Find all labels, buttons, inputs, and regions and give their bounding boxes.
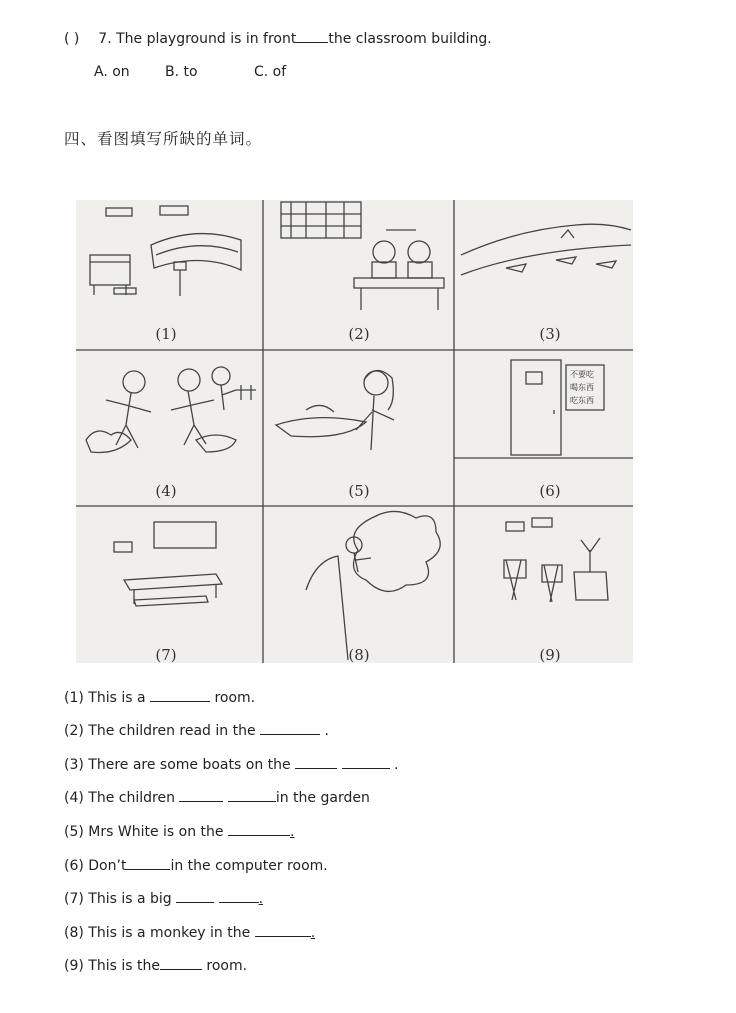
- exercise-6: (6) Don’t in the computer room.: [64, 858, 328, 874]
- exercise-7-blank-2[interactable]: [219, 889, 259, 903]
- option-a: A. on: [94, 64, 130, 80]
- exercise-6-blank[interactable]: [126, 856, 170, 870]
- exercise-4: (4) The children in the garden: [64, 790, 370, 806]
- exercise-3-blank-2[interactable]: [342, 755, 390, 769]
- option-b: B. to: [165, 64, 198, 80]
- monkey-tree-drawing: [306, 511, 440, 660]
- exercise-3: (3) There are some boats on the .: [64, 757, 399, 773]
- exercise-2-blank[interactable]: [260, 721, 320, 735]
- sign-line-1: 不要吃: [570, 370, 594, 379]
- picture-label-9: (9): [539, 646, 561, 663]
- exercise-5-blank[interactable]: [228, 822, 290, 836]
- music-room-drawing: [90, 206, 241, 296]
- picture-grid-drawings: [76, 200, 633, 663]
- exercise-9-blank[interactable]: [160, 956, 202, 970]
- picture-label-1: (1): [155, 325, 177, 343]
- answer-paren: ( ): [64, 31, 80, 47]
- picture-label-8: (8): [348, 646, 370, 663]
- exercise-3-blank-1[interactable]: [295, 755, 337, 769]
- exercise-2: (2) The children read in the .: [64, 723, 329, 739]
- exercise-8: (8) This is a monkey in the .: [64, 925, 316, 941]
- section-four-heading: 四、看图填写所缺的单词。: [64, 130, 263, 148]
- sign-line-2: 喝东西: [570, 383, 594, 392]
- picture-label-7: (7): [155, 646, 177, 663]
- garden-children-drawing: [86, 367, 256, 453]
- exercise-5: (5) Mrs White is on the .: [64, 824, 295, 840]
- exercise-9: (9) This is the room.: [64, 958, 248, 974]
- door-drawing: [454, 360, 633, 458]
- teacher-drawing: [276, 370, 394, 450]
- picture-label-3: (3): [539, 325, 561, 343]
- exercise-1: (1) This is a room.: [64, 690, 256, 706]
- question-7-blank[interactable]: [296, 29, 328, 43]
- exercise-1-blank[interactable]: [150, 688, 210, 702]
- exercise-4-blank-1[interactable]: [179, 788, 223, 802]
- lake-drawing: [461, 224, 631, 275]
- option-c: C. of: [254, 64, 287, 80]
- art-room-drawing: [504, 518, 608, 602]
- picture-label-5: (5): [348, 482, 370, 500]
- picture-label-4: (4): [155, 482, 177, 500]
- exercise-7-blank-1[interactable]: [176, 889, 214, 903]
- question-7-text-before: 7. The playground is in front: [98, 31, 297, 47]
- exercise-8-blank[interactable]: [255, 923, 311, 937]
- picture-grid: [76, 200, 633, 663]
- sign-line-3: 吃东西: [570, 396, 594, 405]
- picture-label-2: (2): [348, 325, 370, 343]
- question-7: [64, 29, 492, 47]
- exercise-4-blank-2[interactable]: [228, 788, 276, 802]
- dining-hall-drawing: [114, 522, 222, 606]
- picture-label-6: (6): [539, 482, 561, 500]
- library-drawing: [281, 202, 444, 310]
- question-7-text-after: the classroom building.: [328, 31, 492, 47]
- exercise-7: (7) This is a big .: [64, 891, 264, 907]
